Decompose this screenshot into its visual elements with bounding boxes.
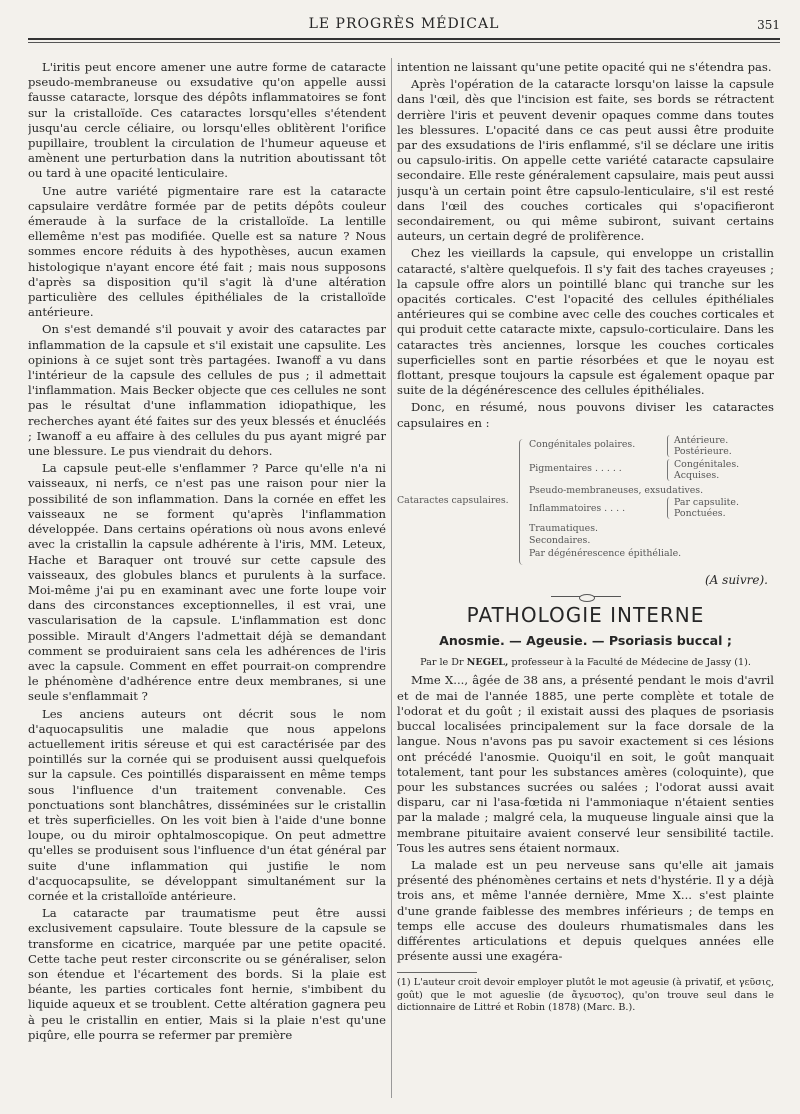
classification-table	[397, 435, 774, 569]
sub-brace	[667, 497, 671, 519]
class-subitem: Postérieure.	[674, 445, 732, 457]
a-suivre: (A suivre).	[705, 572, 768, 587]
paragraph: intention ne laissant qu'une petite opacité qui ne s'étendra pas.	[397, 60, 772, 74]
journal-title: LE PROGRÈS MÉDICAL	[308, 16, 500, 32]
class-item: Pigmentaires . . . . .	[529, 462, 622, 474]
paragraph: La capsule peut-elle s'enflammer ? Parce qu'elle n'a ni vaisseaux, ni nerfs, ce n'est pas une raison pour nier la possibilité de son inflammation. Dans la cornée en effet les vaisseaux ne se forment qu'après l'inflammation développée. Dans certains opérations où nous avons enlevé avec la cristallin la capsule adhérente à l'iris, MM. Leteux, Hache et Baraquer ont trouvé sur cette capsule des vaisseaux, des globules blancs et purulents à la surface. Moi-même j'ai pu en examinant avec une forte loupe voir dans des circonstances exceptionnelles, il est vrai, une vascularisation de la capsule. L'inflammation est donc possible. Mirault d'Angers l'admettait déjà se demandant comment se produiraient sans cela les adhérences de l'iris avec la capsule. Comment en effet pourrait-on comprendre le phénomène d'adhérence entre deux membranes, si une seule s'enflammait ?	[28, 461, 386, 704]
byline-prefix: Par le Dr	[420, 657, 464, 669]
ornament-divider	[551, 596, 621, 600]
class-item: Traumatiques.	[529, 522, 598, 534]
class-subitem: Acquises.	[674, 469, 720, 481]
left-column	[28, 60, 386, 1100]
class-subitem: Ponctuées.	[674, 507, 726, 519]
sub-brace	[667, 435, 671, 457]
class-item: Par dégénérescence épithéliale.	[529, 547, 682, 559]
paragraph: Chez les vieillards la capsule, qui enveloppe un cristallin cataracté, s'altère quelquefois. Il s'y fait des taches crayeuses ; la capsule offre alors un pointillé blanc qui tranche sur les opacités corticales. C'est l'opacité des cellules épithéliales antérieures qui se combine avec celle des couches corticales et qui produit cette cataracte mixte, capsulo-corticulaire. Dans les cataractes très anciennes, lorsque les couches corticales superficielles sont en partie résorbées et que le noyau est flottant, presque toujours la capsule est également opaque par suite de la dégénérescence des cellules épithéliales.	[397, 246, 774, 398]
section-title: PATHOLOGIE INTERNE	[466, 603, 705, 628]
right-column	[397, 60, 774, 1100]
paragraph: Mme X..., âgée de 38 ans, a présenté pendant le mois d'avril et de mai de l'année 1885, une perte complète et totale de l'odorat et du goût ; il existait aussi des plaques de psoriasis buccal localisées principalement sur la face dorsale de la langue. Nous n'avons pas pu savoir exactement si ces lésions ont précédé l'anosmie. Quoiqu'il en soit, le goût manquait totalement, tant pour les substances amères (coloquinte), que pour les substances sucrées ou salées ; l'odorat aussi avait disparu, car ni l'asa-fœtida ni l'ammoniaque n'étaient senties par la malade ; malgré cela, la muqueuse linguale ainsi que la membrane pituitaire avaient conservé leur sensibilité tactile. Tous les autres sens étaient normaux.	[397, 673, 774, 855]
class-subitem: Congénitales.	[674, 458, 740, 470]
paragraph: La cataracte par traumatisme peut être aussi exclusivement capsulaire. Toute blessure de la capsule se transforme en cicatrice, marquée par une petite opacité. Cette tache peut rester circonscrite ou se généraliser, selon son étendue et l'écartement des bords. Si la plaie est béante, les parties corticales font hernie, s'imbibent du liquide aqueux et se troublent. Cette altération gagnera peu à peu le cristallin en entier, Mais si la plaie n'est qu'une piqûre, elle pourra se refermer par première	[28, 906, 386, 1042]
byline-author: NEGEL,	[466, 657, 509, 669]
column-separator	[391, 58, 392, 1098]
footnote-rule	[397, 972, 477, 973]
paragraph: La malade est un peu nerveuse sans qu'elle ait jamais présenté des phénomènes certains et nets d'hystérie. Il y a déjà trois ans, et même l'année dernière, Mme X... s'est plainte d'une grande faiblesse des membres inférieurs ; de temps en temps elle accuse des douleurs rhumatismales dans les différentes articulations et depuis quelques années elle présente aussi une exagéra-	[397, 857, 774, 964]
class-item: Secondaires.	[529, 534, 591, 546]
article-title: Anosmie. — Ageusie. — Psoriasis buccal ;	[439, 633, 732, 649]
paragraph: L'iritis peut encore amener une autre forme de cataracte pseudo-membraneuse ou exsudative qu'on appelle aussi fausse cataracte, lorsque des dépôts inflammatoires se font sur la cristalloïde. Ces cataractes lorsqu'elles s'étendent jusqu'au cercle céliaire, ou lorsqu'elles oblitèrent l'orifice pupillaire, troublent la circulation de l'humeur aqueuse et amènent une perturbation dans la nutrition aboutissant tôt ou tard à une opacité lenticulaire.	[28, 60, 386, 181]
class-item: Inflammatoires . . . .	[529, 502, 626, 514]
page-number: 351	[757, 18, 780, 32]
byline	[397, 656, 774, 669]
paragraph: Les anciens auteurs ont décrit sous le nom d'aquocapsulitis une maladie que nous appelons actuellement iritis séreuse et qui est caractérisée par des pointillés sur la cornée qui se produisent aussi quelquefois sur la capsule. Ces pointillés disparaissent en même temps sous l'influence d'un traitement convenable. Ces ponctuations sont blanchâtres, disséminées sur le cristallin et très superficielles. On les voit bien à l'aide d'une bonne loupe, ou du miroir ophtalmoscopique. On peut admettre qu'elles se produisent sous l'influence d'un état général par suite d'une inflammation qui justifie le nom d'acquocapsulite, se développant simultanément sur la cornée et la cristalloïde antérieure.	[28, 706, 386, 903]
page-header	[28, 14, 780, 40]
paragraph: Donc, en résumé, nous pouvons diviser les cataractes capsulaires en :	[397, 400, 774, 430]
paragraph: Une autre variété pigmentaire rare est la cataracte capsulaire verdâtre formée par de petits dépôts couleur émeraude à la surface de la cristalloïde. La lentille ellemême n'est pas modifiée. Quelle est sa nature ? Nous sommes encore réduits à des hypothèses, aucun examen histologique n'ayant encore été fait ; mais nous supposons d'après sa disposition qu'il s'agit là d'une altération particulière des cellules épithéliales de la cristalloïde antérieure.	[28, 183, 386, 320]
main-brace	[519, 439, 524, 565]
byline-suffix: professeur à la Faculté de Médecine de Jassy (1).	[511, 657, 751, 669]
classification-label: Cataractes capsulaires.	[397, 494, 509, 506]
sub-brace	[667, 459, 671, 481]
header-rule-thin	[28, 42, 780, 43]
paragraph: Après l'opération de la cataracte lorsqu'on laisse la capsule dans l'œil, dès que l'incision est faite, ses bords se rétractent derrière l'iris et peuvent devenir opaques comme dans toutes les blessures. L'opacité dans ce cas peut aussi être produite par des exsudations de l'iris enflammé, s'il se déclare une iritis ou capsulo-iritis. On appelle cette variété cataracte capsulaire secondaire. Elle reste généralement capsulaire, mais peut aussi jusqu'à un certain point être capsulo-lenticulaire, s'il est resté dans l'œil des couches corticales qui s'opacifieront secondairement, ou qui même subiront, suivant certains auteurs, un certain degré de prolifèrence.	[397, 77, 774, 244]
paragraph: On s'est demandé s'il pouvait y avoir des cataractes par inflammation de la capsule et s'il existait une capsulite. Les opinions à ce sujet sont très partagées. Iwanoff a vu dans l'intérieur de la capsule des cellules de pus ; il admettait l'inflammation. Mais Becker objecte que ces cellules ne sont pas le résultat d'une inflammation idiopathique, les recherches ayant été faites sur des yeux blessés et énucléés ; Iwanoff a eu affaire à des cellules du pus ayant migré par une blessure. Le pus viendrait du dehors.	[28, 322, 386, 459]
footnote: (1) L'auteur croit devoir employer plutôt le mot ageusie (à privatif, et γεῦσις, goût) que le mot agueslie (de ἄγευστος), qu'on trouve seul dans le dictionnaire de Littré et Robin (1878) (Marc. B.).	[397, 977, 774, 1014]
class-item: Pseudo-membraneuses, exsudatives.	[529, 484, 704, 496]
class-subitem: Par capsulite.	[674, 496, 739, 508]
class-item: Congénitales polaires.	[529, 438, 636, 450]
header-rule	[28, 38, 780, 40]
class-subitem: Antérieure.	[674, 434, 729, 446]
